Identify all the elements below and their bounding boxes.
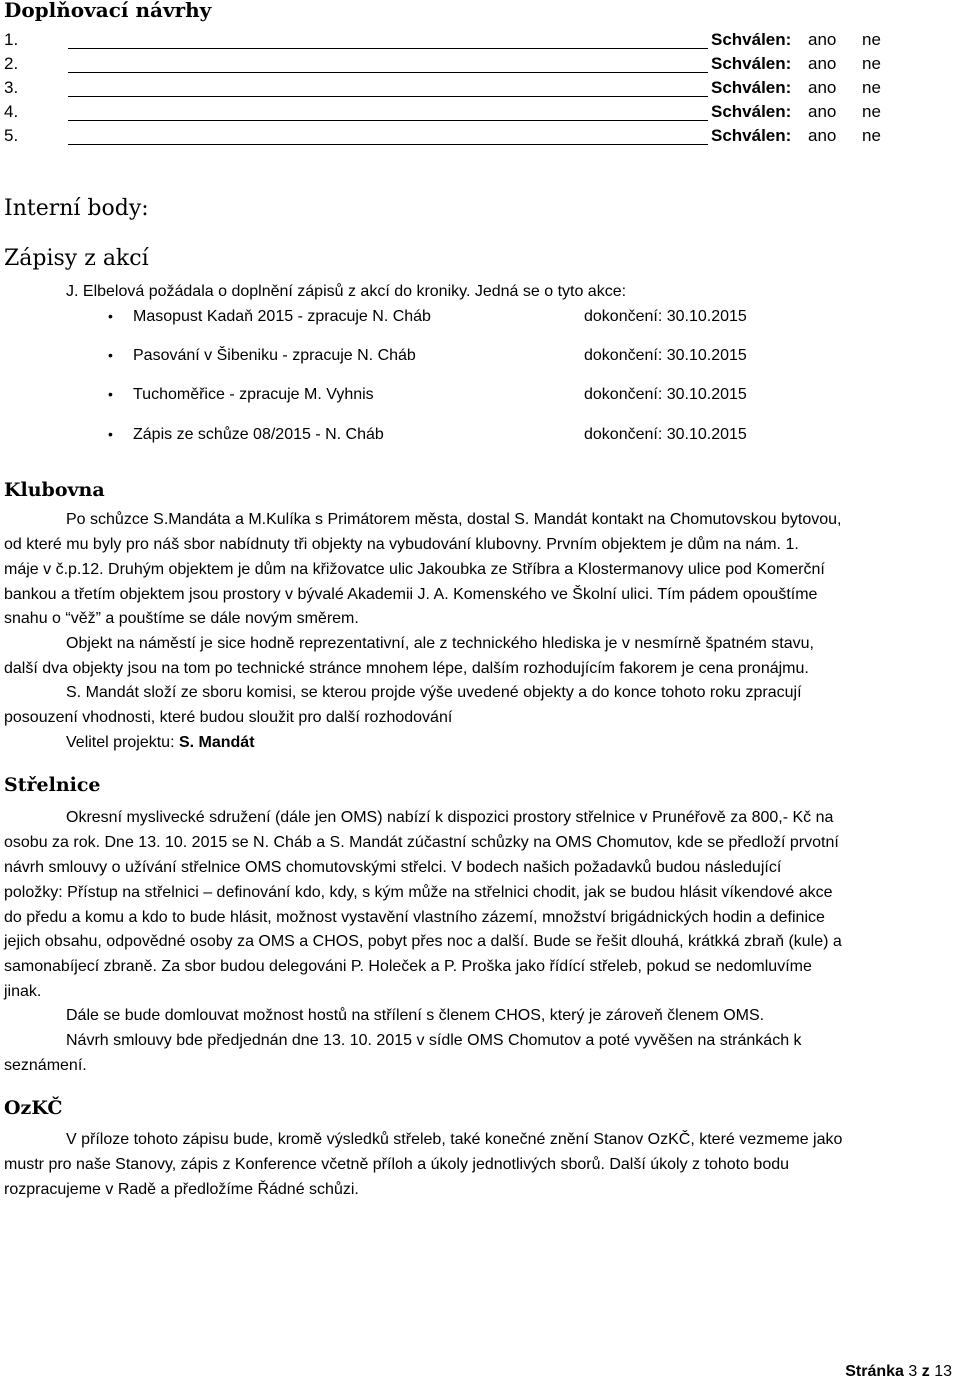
- bullet-icon: •: [108, 386, 113, 402]
- proposal-blank-line: [68, 120, 708, 121]
- heading-klubovna: Klubovna: [4, 479, 105, 501]
- zapisy-item-text: Zápis ze schůze 08/2015 - N. Cháb: [133, 426, 384, 443]
- zapisy-item-text: Tuchoměřice - zpracuje M. Vyhnis: [133, 386, 374, 403]
- approved-label: Schválen:: [711, 102, 792, 121]
- heading-strelnice: Střelnice: [4, 774, 101, 796]
- ozkc-line: V příloze tohoto zápisu bude, kromě výsledků střeleb, také konečné znění Stanov OzKČ, které vezmeme jako: [66, 1131, 843, 1148]
- proposal-row-1: [4, 30, 904, 52]
- proposal-number: 4.: [4, 102, 19, 121]
- heading-doplnovaci-navrhy: Doplňovací návrhy: [4, 0, 212, 22]
- page-number-footer: [845, 1363, 952, 1381]
- heading-ozkc: OzKČ: [4, 1097, 63, 1119]
- approved-no: ne: [862, 126, 881, 145]
- zapisy-item-deadline: dokončení: 30.10.2015: [584, 426, 747, 443]
- zapisy-item-text: Pasování v Šibeniku - zpracuje N. Cháb: [133, 347, 416, 364]
- approved-label: Schválen:: [711, 54, 792, 73]
- bullet-icon: •: [108, 426, 113, 442]
- strelnice-line: seznámení.: [4, 1057, 87, 1074]
- klubovna-line: bankou a třetím objektem jsou prostory v bývalé Akademii J. A. Komenského ve Školní ulici. Tím pádem opouštíme: [4, 586, 818, 603]
- proposal-number: 3.: [4, 78, 19, 97]
- proposal-number: 2.: [4, 54, 19, 73]
- velitel-name: S. Mandát: [178, 734, 255, 751]
- proposal-row-4: [4, 102, 904, 124]
- approved-no: ne: [862, 54, 881, 73]
- approved-yes: ano: [808, 54, 837, 73]
- klubovna-line: Objekt na náměstí je sice hodně reprezentativní, ale z technického hlediska je v nesmírně špatném stavu,: [66, 635, 814, 652]
- heading-interni-body: Interní body:: [4, 196, 149, 221]
- approved-yes: ano: [808, 30, 837, 49]
- proposal-blank-line: [68, 96, 708, 97]
- approved-no: ne: [862, 102, 881, 121]
- proposal-blank-line: [68, 144, 708, 145]
- approved-yes: ano: [808, 102, 837, 121]
- strelnice-line: samonabíjecí zbraně. Za sbor budou delegováni P. Holeček a P. Proška jako řídící střeleb, pokud se nedomluvíme: [4, 958, 812, 975]
- strelnice-line: do předu a komu a kdo to bude hlásit, možnost vystavění vlastního zázemí, množství brigádnických hodin a definice: [4, 909, 825, 926]
- strelnice-line: Okresní myslivecké sdružení (dále jen OMS) nabízí k dispozici prostory střelnice v Prunéřově za 800,- Kč na: [66, 809, 834, 826]
- footer-page: 3: [908, 1363, 918, 1380]
- footer-total: 13: [934, 1363, 952, 1380]
- klubovna-line: další dva objekty jsou na tom po technické stránce mnohem lépe, dalším rozhodujícím fakorem je cena pronájmu.: [4, 660, 809, 677]
- klubovna-line: máje v č.p.12. Druhým objektem je dům na křižovatce ulic Jakoubka ze Stříbra a Klostermanovy ulice pod Komerční: [4, 561, 825, 578]
- approved-label: Schválen:: [711, 30, 792, 49]
- ozkc-line: rozpracujeme v Radě a předložíme Řádné schůzi.: [4, 1181, 359, 1198]
- approved-no: ne: [862, 78, 881, 97]
- bullet-icon: •: [108, 347, 113, 363]
- proposal-row-3: [4, 78, 904, 100]
- proposal-blank-line: [68, 48, 708, 49]
- zapisy-item-deadline: dokončení: 30.10.2015: [584, 308, 747, 325]
- klubovna-line: S. Mandát složí ze sboru komisi, se kterou projde výše uvedené objekty a do konce tohoto roku zpracují: [66, 684, 802, 701]
- klubovna-line: od které mu byly pro náš sbor nabídnuty tři objekty na vybudování klubovny. Prvním objektem je dům na nám. 1.: [4, 536, 799, 553]
- strelnice-line: návrh smlouvy o užívání střelnice OMS chomutovskými střelci. V bodech našich požadavků budou následující: [4, 859, 782, 876]
- klubovna-line: Po schůzce S.Mandáta a M.Kulíka s Primátorem města, dostal S. Mandát kontakt na Chomutovskou bytovou,: [66, 511, 842, 528]
- strelnice-line: jinak.: [4, 983, 42, 1000]
- zapisy-item: [108, 386, 868, 408]
- strelnice-line: osobu za rok. Dne 13. 10. 2015 se N. Cháb a S. Mandát zúčastní schůzky na OMS Chomutov, kde se předloží prvotní: [4, 834, 839, 851]
- strelnice-line: Návrh smlouvy bde předjednán dne 13. 10. 2015 v sídle OMS Chomutov a poté vyvěšen na stránkách k: [66, 1032, 802, 1049]
- zapisy-item: [108, 347, 868, 369]
- approved-no: ne: [862, 30, 881, 49]
- zapisy-item-deadline: dokončení: 30.10.2015: [584, 386, 747, 403]
- velitel-label: Velitel projektu:: [66, 734, 175, 751]
- strelnice-line: položky: Přístup na střelnici – definování kdo, kdy, s kým může na střelnici chodit, jak se budou hlásit víkendové akce: [4, 884, 833, 901]
- zapisy-item: [108, 426, 868, 448]
- klubovna-velitel: [66, 734, 255, 752]
- bullet-icon: •: [108, 308, 113, 324]
- approved-yes: ano: [808, 126, 837, 145]
- proposal-row-5: [4, 126, 904, 148]
- zapisy-intro: J. Elbelová požádala o doplnění zápisů z akcí do kroniky. Jedná se o tyto akce:: [66, 283, 627, 300]
- zapisy-item-text: Masopust Kadaň 2015 - zpracuje N. Cháb: [133, 308, 431, 325]
- strelnice-line: Dále se bude domlouvat možnost hostů na střílení s členem CHOS, který je zároveň členem OMS.: [66, 1007, 765, 1024]
- proposal-row-2: [4, 54, 904, 76]
- approved-label: Schválen:: [711, 126, 792, 145]
- strelnice-line: jejich obsahu, odpovědné osoby za OMS a CHOS, pobyt přes noc a další. Bude se řešit dlouhá, krátkká zbraň (kule) a: [4, 933, 842, 950]
- heading-zapisy-z-akci: Zápisy z akcí: [4, 246, 149, 271]
- zapisy-item-deadline: dokončení: 30.10.2015: [584, 347, 747, 364]
- approved-label: Schválen:: [711, 78, 792, 97]
- klubovna-line: snahu o “věž” a pouštíme se dále novým směrem.: [4, 610, 359, 627]
- footer-label: Stránka: [845, 1363, 904, 1380]
- footer-sep: z: [921, 1363, 930, 1380]
- proposal-number: 1.: [4, 30, 19, 49]
- approved-yes: ano: [808, 78, 837, 97]
- zapisy-item: [108, 308, 868, 330]
- proposal-number: 5.: [4, 126, 19, 145]
- ozkc-line: mustr pro naše Stanovy, zápis z Konference včetně příloh a úkoly jednotlivých sborů. Další úkoly z tohoto bodu: [4, 1156, 790, 1173]
- klubovna-line: posouzení vhodnosti, které budou sloužit pro další rozhodování: [4, 709, 453, 726]
- proposal-blank-line: [68, 72, 708, 73]
